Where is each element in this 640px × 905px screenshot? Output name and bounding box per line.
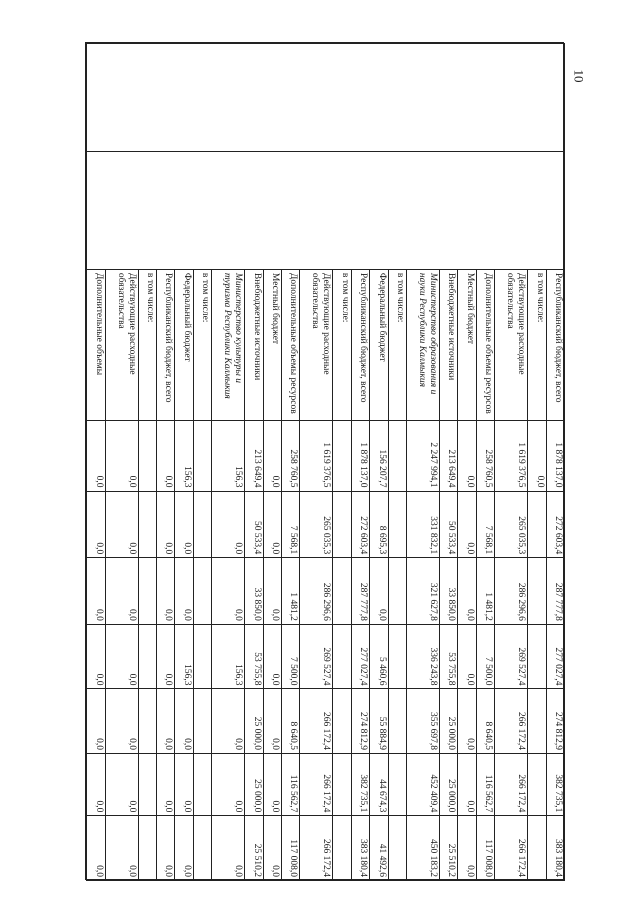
row-label: Республиканский бюджет, всего	[157, 269, 175, 420]
value-cell-y1: 0,0	[175, 491, 193, 558]
value-cell-total: 156 207,7	[370, 420, 388, 491]
row-label: в том числе:	[528, 269, 546, 420]
page-number: 10	[571, 69, 587, 83]
value-cell-y4: 0,0	[263, 689, 281, 754]
row-label: Внебюджетные источники	[245, 269, 263, 420]
row-label: в том числе:	[333, 269, 351, 420]
value-cell-y5: 382 735,1	[351, 753, 369, 815]
value-cell-y1: 265 035,3	[495, 491, 528, 558]
value-cell-y3	[193, 624, 211, 689]
value-cell-y1: 8 695,3	[370, 491, 388, 558]
value-cell-y3: 269 527,4	[300, 624, 333, 689]
row-label: Действующие расходные обязательства	[495, 269, 528, 420]
value-cell-y5: 116 562,7	[476, 753, 494, 815]
row-label: Министерство образования и науки Республики Калмыкия	[407, 269, 440, 420]
value-cell-total: 258 760,5	[282, 420, 300, 491]
value-cell-total: 0,0	[105, 420, 138, 491]
value-cell-total: 156,3	[212, 420, 245, 491]
value-cell-y1	[193, 491, 211, 558]
value-cell-y1: 0,0	[263, 491, 281, 558]
value-cell-y2: 0,0	[263, 558, 281, 625]
value-cell-y1: 0,0	[212, 491, 245, 558]
value-cell-y3: 0,0	[458, 624, 476, 689]
value-cell-y6: 25 510,2	[245, 816, 263, 881]
value-cell-total: 258 760,5	[476, 420, 494, 491]
value-cell-total	[138, 420, 156, 491]
value-cell-y6: 0,0	[87, 816, 106, 881]
value-cell-y2	[528, 558, 546, 625]
value-cell-y6: 450 183,2	[407, 816, 440, 881]
value-cell-y2	[388, 558, 406, 625]
value-cell-y3: 7 500,0	[476, 624, 494, 689]
value-cell-y5: 0,0	[87, 753, 106, 815]
value-cell-y2: 321 627,8	[407, 558, 440, 625]
value-cell-y6	[138, 816, 156, 881]
value-cell-y1: 0,0	[157, 491, 175, 558]
row-label: Дополнительные объемы ресурсов	[282, 269, 300, 420]
value-cell-y5: 0,0	[105, 753, 138, 815]
budget-table	[86, 43, 565, 881]
value-cell-y4: 0,0	[105, 689, 138, 754]
value-cell-y2: 287 777,8	[546, 558, 564, 625]
value-cell-y4: 0,0	[87, 689, 106, 754]
value-cell-y2: 0,0	[458, 558, 476, 625]
row-label: Внебюджетные источники	[439, 269, 457, 420]
value-cell-y2: 33 850,0	[439, 558, 457, 625]
value-cell-y3: 0,0	[105, 624, 138, 689]
value-cell-y1: 272 603,4	[351, 491, 369, 558]
value-cell-total: 0,0	[458, 420, 476, 491]
value-cell-y4	[388, 689, 406, 754]
value-cell-y4: 0,0	[212, 689, 245, 754]
value-cell-y3	[333, 624, 351, 689]
value-cell-y3: 53 755,8	[245, 624, 263, 689]
value-cell-y5: 266 172,4	[300, 753, 333, 815]
value-cell-total: 1 878 137,0	[351, 420, 369, 491]
value-cell-y3: 277 027,4	[546, 624, 564, 689]
row-label: Местный бюджет	[263, 269, 281, 420]
value-cell-y5	[193, 753, 211, 815]
blank-cell-a	[87, 44, 565, 152]
value-cell-y2: 287 777,8	[351, 558, 369, 625]
value-cell-y3: 156,3	[175, 624, 193, 689]
value-cell-total: 213 649,4	[439, 420, 457, 491]
value-cell-total: 0,0	[263, 420, 281, 491]
value-cell-y6	[193, 816, 211, 881]
value-cell-total: 156,3	[175, 420, 193, 491]
value-cell-y5: 116 562,7	[282, 753, 300, 815]
value-cell-y4: 274 812,9	[351, 689, 369, 754]
value-cell-y6: 383 180,4	[546, 816, 564, 881]
value-cell-y4: 266 172,4	[300, 689, 333, 754]
value-cell-y4	[193, 689, 211, 754]
value-cell-total: 0,0	[157, 420, 175, 491]
value-cell-y2: 286 296,6	[300, 558, 333, 625]
value-cell-y3: 5 460,6	[370, 624, 388, 689]
value-cell-y3: 0,0	[157, 624, 175, 689]
value-cell-y1: 7 568,1	[476, 491, 494, 558]
value-cell-y2: 0,0	[212, 558, 245, 625]
value-cell-y2: 0,0	[105, 558, 138, 625]
value-cell-y1: 0,0	[458, 491, 476, 558]
value-cell-y3: 7 500,0	[282, 624, 300, 689]
value-cell-y4: 25 000,0	[245, 689, 263, 754]
value-cell-y2	[138, 558, 156, 625]
value-cell-y6: 117 008,0	[282, 816, 300, 881]
value-cell-y3: 0,0	[87, 624, 106, 689]
value-cell-y4: 355 697,8	[407, 689, 440, 754]
value-cell-y3	[388, 624, 406, 689]
value-cell-y2: 1 481,2	[476, 558, 494, 625]
value-cell-y3: 269 527,4	[495, 624, 528, 689]
row-label: в том числе:	[138, 269, 156, 420]
value-cell-y1: 265 035,3	[300, 491, 333, 558]
value-cell-y1	[388, 491, 406, 558]
value-cell-y1: 272 603,4	[546, 491, 564, 558]
row-label: Действующие расходные обязательства	[300, 269, 333, 420]
value-cell-total: 1 619 376,5	[300, 420, 333, 491]
value-cell-y6: 117 008,0	[476, 816, 494, 881]
value-cell-y1: 50 533,4	[245, 491, 263, 558]
value-cell-y1	[138, 491, 156, 558]
value-cell-y6: 0,0	[212, 816, 245, 881]
value-cell-y5	[333, 753, 351, 815]
value-cell-y4: 0,0	[157, 689, 175, 754]
value-cell-y1: 0,0	[87, 491, 106, 558]
value-cell-y6: 41 492,6	[370, 816, 388, 881]
row-label: Дополнительные объемы	[87, 269, 106, 420]
row-label: Местный бюджет	[458, 269, 476, 420]
value-cell-total	[193, 420, 211, 491]
value-cell-y4: 274 812,9	[546, 689, 564, 754]
value-cell-y4: 266 172,4	[495, 689, 528, 754]
value-cell-y1	[333, 491, 351, 558]
value-cell-y4: 25 000,0	[439, 689, 457, 754]
value-cell-y6: 0,0	[105, 816, 138, 881]
value-cell-total: 0,0	[528, 420, 546, 491]
value-cell-y1: 331 832,1	[407, 491, 440, 558]
value-cell-y1: 0,0	[105, 491, 138, 558]
value-cell-y6: 383 180,4	[351, 816, 369, 881]
value-cell-y6	[388, 816, 406, 881]
value-cell-y6: 0,0	[175, 816, 193, 881]
row-label: Дополнительные объемы ресурсов	[476, 269, 494, 420]
row-label: Республиканский бюджет, всего	[546, 269, 564, 420]
value-cell-total	[388, 420, 406, 491]
row-label: Действующие расходные обязательства	[105, 269, 138, 420]
value-cell-y5	[138, 753, 156, 815]
value-cell-y4: 0,0	[175, 689, 193, 754]
value-cell-y6: 266 172,4	[300, 816, 333, 881]
value-cell-y5	[528, 753, 546, 815]
value-cell-y3: 53 755,8	[439, 624, 457, 689]
rotated-sheet	[86, 43, 565, 881]
value-cell-y6: 0,0	[263, 816, 281, 881]
value-cell-y4: 0,0	[458, 689, 476, 754]
value-cell-y5: 0,0	[175, 753, 193, 815]
value-cell-y2: 33 850,0	[245, 558, 263, 625]
value-cell-total: 1 878 137,0	[546, 420, 564, 491]
value-cell-y5: 0,0	[212, 753, 245, 815]
value-cell-total: 0,0	[87, 420, 106, 491]
value-cell-y3: 0,0	[263, 624, 281, 689]
row-label: Федеральный бюджет	[370, 269, 388, 420]
value-cell-y2: 1 481,2	[282, 558, 300, 625]
value-cell-y5: 0,0	[263, 753, 281, 815]
row-label: в том числе:	[193, 269, 211, 420]
value-cell-y6: 0,0	[458, 816, 476, 881]
value-cell-y1: 7 568,1	[282, 491, 300, 558]
value-cell-y1	[528, 491, 546, 558]
row-label: Министерство культуры и туризма Республики Калмыкия	[212, 269, 245, 420]
value-cell-y3: 336 243,8	[407, 624, 440, 689]
value-cell-y6: 0,0	[157, 816, 175, 881]
value-cell-y4: 8 640,5	[476, 689, 494, 754]
value-cell-y6	[528, 816, 546, 881]
value-cell-y5: 0,0	[157, 753, 175, 815]
value-cell-y1: 50 533,4	[439, 491, 457, 558]
value-cell-y5: 25 000,0	[245, 753, 263, 815]
value-cell-y2: 0,0	[87, 558, 106, 625]
value-cell-total	[333, 420, 351, 491]
value-cell-y2: 286 296,6	[495, 558, 528, 625]
value-cell-y3: 277 027,4	[351, 624, 369, 689]
value-cell-y2: 0,0	[157, 558, 175, 625]
value-cell-y6: 266 172,4	[495, 816, 528, 881]
value-cell-y5	[388, 753, 406, 815]
value-cell-y2: 0,0	[370, 558, 388, 625]
value-cell-y3	[138, 624, 156, 689]
value-cell-y4	[333, 689, 351, 754]
value-cell-y6: 25 510,2	[439, 816, 457, 881]
value-cell-y5: 44 674,3	[370, 753, 388, 815]
value-cell-total: 2 247 994,1	[407, 420, 440, 491]
value-cell-y3: 156,3	[212, 624, 245, 689]
blank-cell-b	[87, 151, 565, 269]
value-cell-y2	[333, 558, 351, 625]
row-label: Республиканский бюджет, всего	[351, 269, 369, 420]
value-cell-y4: 8 640,5	[282, 689, 300, 754]
row-label: в том числе:	[388, 269, 406, 420]
value-cell-y5: 25 000,0	[439, 753, 457, 815]
value-cell-y4	[138, 689, 156, 754]
table-row	[546, 44, 564, 881]
value-cell-total: 1 619 376,5	[495, 420, 528, 491]
value-cell-total: 213 649,4	[245, 420, 263, 491]
value-cell-y2	[193, 558, 211, 625]
value-cell-y5: 0,0	[458, 753, 476, 815]
value-cell-y4: 55 884,9	[370, 689, 388, 754]
value-cell-y5: 452 409,4	[407, 753, 440, 815]
value-cell-y3	[528, 624, 546, 689]
table-body	[87, 44, 565, 881]
value-cell-y2: 0,0	[175, 558, 193, 625]
row-label: Федеральный бюджет	[175, 269, 193, 420]
value-cell-y5: 266 172,4	[495, 753, 528, 815]
value-cell-y5: 382 735,1	[546, 753, 564, 815]
value-cell-y6	[333, 816, 351, 881]
budget-table-frame	[85, 42, 564, 880]
value-cell-y4	[528, 689, 546, 754]
